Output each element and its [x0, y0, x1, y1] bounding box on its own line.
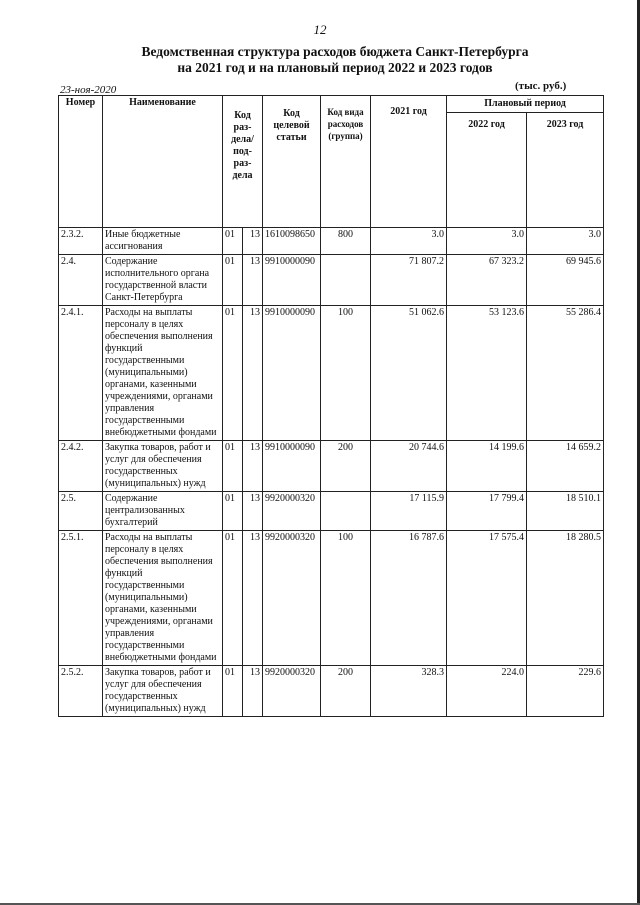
row-subsection: 13: [243, 306, 263, 441]
row-subsection: 13: [243, 492, 263, 531]
row-2023-amount: 3.0: [527, 228, 604, 255]
row-section: 01: [223, 306, 243, 441]
row-section: 01: [223, 531, 243, 666]
document-date: 23-ноя-2020: [60, 84, 117, 96]
document-title: [100, 44, 570, 76]
header-2021: 2021 год: [371, 96, 447, 228]
units-label: (тыс. руб.): [515, 80, 567, 92]
row-2023-amount: 18 280.5: [527, 531, 604, 666]
row-section: 01: [223, 228, 243, 255]
row-subsection: 13: [243, 666, 263, 717]
table-row: [59, 306, 604, 441]
row-2022-amount: 17 799.4: [447, 492, 527, 531]
row-2022-amount: 53 123.6: [447, 306, 527, 441]
row-2021-amount: 3.0: [371, 228, 447, 255]
header-plan-period: Плановый период: [447, 96, 604, 113]
header-expense-code: Код вида расходов (группа): [321, 96, 371, 228]
row-expense-code: 200: [321, 441, 371, 492]
row-name: Закупка товаров, работ и услуг для обеспечения государственных (муниципальных) нужд: [103, 666, 223, 717]
table-row: [59, 228, 604, 255]
row-number: 2.5.2.: [59, 666, 103, 717]
table-row: [59, 531, 604, 666]
row-target-code: 9910000090: [263, 441, 321, 492]
row-target-code: 1610098650: [263, 228, 321, 255]
row-2023-amount: 14 659.2: [527, 441, 604, 492]
row-subsection: 13: [243, 255, 263, 306]
header-name: Наименование: [103, 96, 223, 228]
header-section-code: Код раз-дела/ под-раз-дела: [223, 96, 263, 228]
row-subsection: 13: [243, 531, 263, 666]
row-2022-amount: 14 199.6: [447, 441, 527, 492]
row-name: Расходы на выплаты персоналу в целях обеспечения выполнения функций государственными (муниципальными) органами, казенными учреждениями, органами управления государственными внебюджетными фондами: [103, 531, 223, 666]
row-section: 01: [223, 441, 243, 492]
row-number: 2.3.2.: [59, 228, 103, 255]
row-2021-amount: 71 807.2: [371, 255, 447, 306]
row-expense-code: 100: [321, 531, 371, 666]
row-2023-amount: 229.6: [527, 666, 604, 717]
row-number: 2.4.2.: [59, 441, 103, 492]
row-section: 01: [223, 255, 243, 306]
row-2021-amount: 16 787.6: [371, 531, 447, 666]
table-row: [59, 255, 604, 306]
row-name: Содержание исполнительного органа государственной власти Санкт-Петербурга: [103, 255, 223, 306]
row-target-code: 9920000320: [263, 531, 321, 666]
row-expense-code: 200: [321, 666, 371, 717]
budget-table: [58, 95, 604, 717]
row-target-code: 9910000090: [263, 306, 321, 441]
row-2021-amount: 17 115.9: [371, 492, 447, 531]
row-2021-amount: 20 744.6: [371, 441, 447, 492]
row-name: Расходы на выплаты персоналу в целях обеспечения выполнения функций государственными (муниципальными) органами, казенными учреждениями, органами управления государственными внебюджетными фондами: [103, 306, 223, 441]
row-section: 01: [223, 666, 243, 717]
row-expense-code: 100: [321, 306, 371, 441]
row-2022-amount: 67 323.2: [447, 255, 527, 306]
table-row: [59, 492, 604, 531]
header-target-code: Код целевой статьи: [263, 96, 321, 228]
table-row: [59, 441, 604, 492]
row-subsection: 13: [243, 441, 263, 492]
row-2023-amount: 18 510.1: [527, 492, 604, 531]
row-number: 2.4.1.: [59, 306, 103, 441]
row-2021-amount: 328.3: [371, 666, 447, 717]
row-number: 2.5.1.: [59, 531, 103, 666]
row-section: 01: [223, 492, 243, 531]
row-expense-code: [321, 492, 371, 531]
row-target-code: 9910000090: [263, 255, 321, 306]
row-name: Содержание централизованных бухгалтерий: [103, 492, 223, 531]
header-number: Номер: [59, 96, 103, 228]
row-number: 2.4.: [59, 255, 103, 306]
row-2022-amount: 17 575.4: [447, 531, 527, 666]
row-name: Закупка товаров, работ и услуг для обеспечения государственных (муниципальных) нужд: [103, 441, 223, 492]
title-line-1: Ведомственная структура расходов бюджета Санкт-Петербурга: [141, 44, 529, 59]
row-target-code: 9920000320: [263, 666, 321, 717]
row-2022-amount: 224.0: [447, 666, 527, 717]
row-expense-code: 800: [321, 228, 371, 255]
header-2022: 2022 год: [447, 113, 527, 228]
row-2021-amount: 51 062.6: [371, 306, 447, 441]
header-2023: 2023 год: [527, 113, 604, 228]
row-number: 2.5.: [59, 492, 103, 531]
row-name: Иные бюджетные ассигнования: [103, 228, 223, 255]
row-2022-amount: 3.0: [447, 228, 527, 255]
row-target-code: 9920000320: [263, 492, 321, 531]
row-expense-code: [321, 255, 371, 306]
page-number: 12: [313, 22, 327, 37]
table-row: [59, 666, 604, 717]
row-2023-amount: 55 286.4: [527, 306, 604, 441]
row-subsection: 13: [243, 228, 263, 255]
title-line-2: на 2021 год и на плановый период 2022 и 2023 годов: [177, 60, 493, 75]
row-2023-amount: 69 945.6: [527, 255, 604, 306]
